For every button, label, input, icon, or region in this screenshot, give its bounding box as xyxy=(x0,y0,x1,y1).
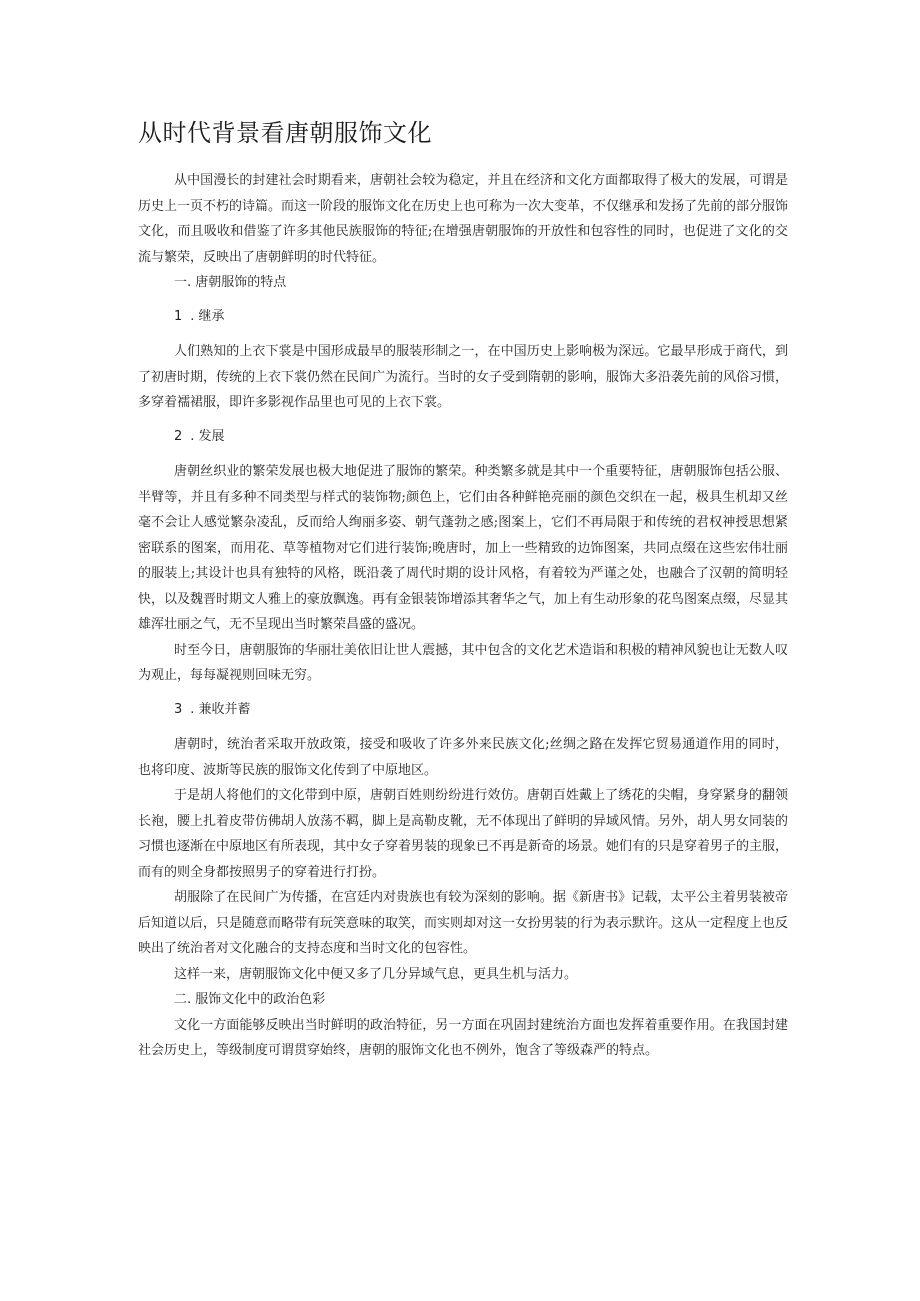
body-paragraph: 唐朝丝织业的繁荣发展也极大地促进了服饰的繁荣。种类繁多就是其中一个重要特征，唐朝服饰包括公服、半臂等，并且有多种不同类型与样式的装饰物;颜色上，它们由各种鲜艳亮丽的颜色交织在一起，极具生机却又丝毫不会让人感觉繁杂凌乱，反而给人绚丽多姿、朝气蓬勃之感;图案上，它们不再局限于和传统的君权神授思想紧密联系的图案，而用花、草等植物对它们进行装饰;晚唐时，加上一些精致的边饰图案，共同点缀在这些宏伟壮丽的服装上;其设计也具有独特的风格，既沿袭了周代时期的设计风格，有着较为严谨之处，也融合了汉朝的简明轻快，以及魏晋时期文人雅上的豪放飘逸。再有金银装饰增添其奢华之气，加上有生动形象的花鸟图案点缀，尽显其雄浑壮丽之气，无不呈现出当时繁荣昌盛的盛况。 xyxy=(138,464,789,632)
subsection-label: . 兼收并蓄 xyxy=(190,701,251,717)
spacer xyxy=(138,722,788,732)
intro-paragraph: 从中国漫长的封建社会时期看来，唐朝社会较为稳定，并且在经济和文化方面都取得了极大的发展，可谓是历史上一页不朽的诗篇。而这一阶段的服饰文化在历史上也可称为一次大变革，不仅继承和发扬了先前的部分服饰文化，而且吸收和借鉴了许多其他民族服饰的特征;在增强唐朝服饰的开放性和包容性的同时，也促进了文化的交流与繁荣，反映出了唐朝鲜明的时代特征。 xyxy=(138,173,789,265)
spacer xyxy=(138,449,788,459)
subsection-number: 2 xyxy=(174,428,183,444)
body-paragraph: 时至今日，唐朝服饰的华丽壮美依旧让世人震撼，其中包含的文化艺术造诣和积极的精神风貌也让无数人叹为观止，每每凝视则回味无穷。 xyxy=(138,642,788,683)
spacer xyxy=(138,296,788,304)
body-paragraph: 文化一方面能够反映出当时鲜明的政治特征，另一方面在巩固封建统治方面也发挥着重要作用。在我国封建社会历史上，等级制度可谓贯穿始终，唐朝的服饰文化也不例外，饱含了等级森严的特点。 xyxy=(138,1017,788,1058)
subsection-1-heading xyxy=(138,304,788,330)
body-paragraph: 这样一来，唐朝服饰文化中便又多了几分异域气息，更具生机与活力。 xyxy=(174,966,578,982)
spacer xyxy=(138,689,788,697)
spacer xyxy=(138,329,788,339)
subsection-number: 1 xyxy=(174,308,183,324)
spacer xyxy=(138,150,788,168)
subsection-label: . 继承 xyxy=(190,308,225,324)
spacer xyxy=(138,416,788,424)
body-paragraph: 人们熟知的上衣下裳是中国形成最早的服装形制之一，在中国历史上影响极为深远。它最早形成于商代，到了初唐时期，传统的上衣下裳仍然在民间广为流行。当时的女子受到隋朝的影响，服饰大多沿袭先前的风俗习惯，多穿着襦裙服，即许多影视作品里也可见的上衣下裳。 xyxy=(138,344,789,410)
document-page xyxy=(138,0,788,1064)
body-paragraph: 于是胡人将他们的文化带到中原，唐朝百姓则纷纷进行效仿。唐朝百姓戴上了绣花的尖帽，身穿紧身的翻领长袍，腰上扎着皮带仿佛胡人放荡不羁，脚上是高勒皮靴，无不体现出了鲜明的异域风情。另外，胡人男女同装的习惯也逐渐在中原地区有所表现，其中女子穿着男装的现象已不再是新奇的场景。她们有的只是穿着男子的主服，而有的则全身都按照男子的穿着进行打扮。 xyxy=(138,788,789,880)
document-title: 从时代背景看唐朝服饰文化 xyxy=(138,119,432,147)
subsection-label: . 发展 xyxy=(190,428,225,444)
body-paragraph: 胡服除了在民间广为传播，在宫廷内对贵族也有较为深刻的影响。据《新唐书》记载，太平公主着男装被帝后知道以后，只是随意而略带有玩笑意味的取笑，而实则却对这一女扮男装的行为表示默许。这从一定程度上也反映出了统治者对文化融合的支持态度和当时文化的包容性。 xyxy=(138,890,789,956)
subsection-2-heading xyxy=(138,424,788,450)
body-paragraph: 唐朝时，统治者采取开放政策，接受和吸收了许多外来民族文化;丝绸之路在发挥它贸易通道作用的同时，也将印度、波斯等民族的服饰文化传到了中原地区。 xyxy=(138,737,788,778)
section-2-heading: 二. 服饰文化中的政治色彩 xyxy=(174,992,326,1007)
subsection-number: 3 xyxy=(174,701,183,717)
section-1-heading: 一. 唐朝服饰的特点 xyxy=(174,275,287,290)
subsection-3-heading xyxy=(138,697,788,723)
